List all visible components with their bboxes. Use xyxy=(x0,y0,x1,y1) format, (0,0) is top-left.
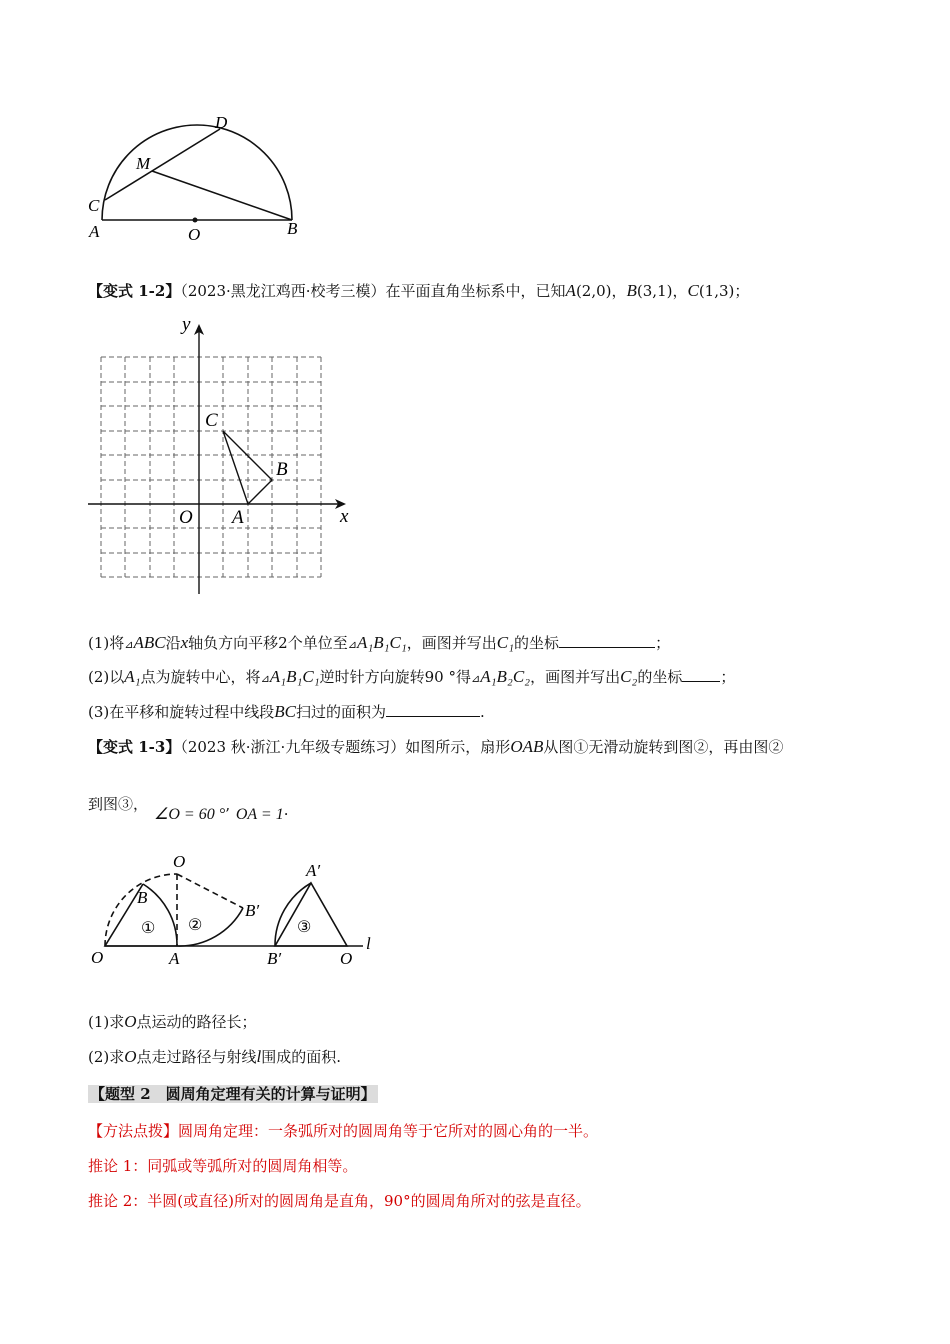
point-b-name: B xyxy=(626,281,637,300)
q1-text: 的坐标 xyxy=(514,634,560,652)
q3-end: . xyxy=(480,703,485,721)
figure-coordinate-grid xyxy=(80,310,370,600)
ray-l: l xyxy=(256,1047,262,1066)
comma: ， xyxy=(611,282,627,300)
question-3 xyxy=(88,702,485,722)
point-b-coord: (3,1) xyxy=(636,282,673,300)
q2-triangle: A₁B₁C₁ xyxy=(269,667,320,686)
q1-text: ，画图并写出 xyxy=(406,634,497,652)
separator: ’ xyxy=(225,805,230,823)
corollary-2 xyxy=(88,1191,591,1211)
label-point-a: A xyxy=(232,507,244,528)
variant-source: （2023·黑龙江鸡西·校考三模）在平面直角坐标系中，已知 xyxy=(180,282,566,300)
label-a: A xyxy=(89,222,100,241)
question-13-1 xyxy=(88,1012,257,1032)
q3-text: 扫过的面积为 xyxy=(295,703,386,721)
q-prefix: (1)求 xyxy=(88,1013,125,1031)
label-c: C xyxy=(88,196,100,215)
q3-bc: BC xyxy=(274,702,296,721)
label-origin: O xyxy=(179,507,193,528)
variant-1-2-header xyxy=(88,281,749,301)
point-o: O xyxy=(124,1047,137,1066)
given-length: OA = 1 xyxy=(235,806,284,823)
label-b: B xyxy=(287,219,298,238)
variant-source: （2023 秋·浙江·九年级专题练习）如图所示，扇形 xyxy=(180,738,511,756)
label-b-prime-2: B′ xyxy=(267,949,282,968)
point-o: O xyxy=(124,1012,137,1031)
q1-text: 个单位至 xyxy=(287,634,348,652)
dot: · xyxy=(283,805,289,823)
sector-name: OAB xyxy=(510,737,544,756)
q-text: 点走过路径与射线 xyxy=(136,1048,257,1066)
center-dot xyxy=(193,218,198,223)
answer-blank[interactable] xyxy=(682,667,720,682)
variant-tag: 【变式 1-3】 xyxy=(88,738,181,756)
q1-end: ； xyxy=(655,634,671,652)
q2-text: 点为旋转中心，将 xyxy=(140,668,261,686)
label-b-prime-1: B′ xyxy=(245,901,260,920)
variant-text: 到图③， xyxy=(88,795,149,813)
method-tag: 【方法点拨】 xyxy=(88,1122,179,1140)
grid-lines xyxy=(101,357,321,577)
q1-triangle: ABC xyxy=(133,633,166,652)
variant-tag: 【变式 1-2】 xyxy=(88,282,181,300)
label-o: O xyxy=(188,225,201,244)
q-prefix: (2)求 xyxy=(88,1048,125,1066)
figure-rolling-sector xyxy=(85,848,385,973)
label-d: D xyxy=(215,113,228,132)
section-title: 【题型 2 圆周角定理有关的计算与证明】 xyxy=(90,1085,376,1103)
variant-1-3-line2 xyxy=(88,794,148,814)
q1-x: x xyxy=(180,633,189,652)
label-l: l xyxy=(366,934,371,953)
q2-text: 的坐标 xyxy=(637,668,683,686)
given-angle: ∠O = 60 ° xyxy=(154,806,226,823)
point-a-coord: (2,0) xyxy=(575,282,612,300)
answer-blank[interactable] xyxy=(386,702,480,717)
variant-1-3-given xyxy=(154,804,289,825)
label-m: M xyxy=(136,154,151,173)
label-point-b: B xyxy=(276,459,288,480)
point-a-name: A xyxy=(565,281,576,300)
question-2: (2)以A₁点为旋转中心，将⊿A₁B₁C₁逆时针方向旋转90 °得⊿A₁B₂C₂，画图并写出C₂的坐标 ； xyxy=(88,667,736,686)
method-tip xyxy=(88,1121,598,1141)
point-c-name: C xyxy=(687,281,699,300)
q1-triangle-image: A₁B₁C₁ xyxy=(356,633,407,652)
path-dashed-ob xyxy=(177,874,243,908)
question-13-2 xyxy=(88,1047,341,1067)
q1-text: 轴负方向平移 xyxy=(188,634,279,652)
q1-c1: C₁ xyxy=(496,633,515,652)
label-a-prime: A′ xyxy=(306,861,321,880)
label-b: B xyxy=(137,888,148,907)
q2-angle: 90 ° xyxy=(424,668,456,686)
label-circle-2: ② xyxy=(188,917,203,934)
q2-a1: A₁ xyxy=(124,667,141,686)
q2-end: ； xyxy=(720,668,736,686)
figure-semicircle xyxy=(80,110,310,250)
comma: ， xyxy=(672,282,688,300)
q3-prefix: (3)在平移和旋转过程中线段 xyxy=(88,703,275,721)
q2-prefix: (2)以 xyxy=(88,668,125,686)
q2-text: 逆时针方向旋转 xyxy=(319,668,425,686)
q2-triangle-image: A₁B₂C₂ xyxy=(480,667,531,686)
sector-3-sides xyxy=(275,883,347,946)
label-o-2: O xyxy=(340,949,353,968)
semicolon: ； xyxy=(734,282,750,300)
point-c-coord: (1,3) xyxy=(698,282,735,300)
corollary-text: 推论 1：同弧或等弧所对的圆周角相等。 xyxy=(88,1157,358,1175)
q2-text: ，画图并写出 xyxy=(530,668,621,686)
variant-1-3-header xyxy=(88,737,783,757)
answer-blank[interactable] xyxy=(559,633,655,648)
q2-text: 得 xyxy=(456,668,472,686)
q-text: 点运动的路径长； xyxy=(136,1013,257,1031)
corollary-1 xyxy=(88,1156,357,1176)
label-circle-3: ③ xyxy=(297,919,312,936)
segment-mb xyxy=(152,171,292,220)
method-text: 圆周角定理：一条弧所对的圆周角等于它所对的圆心角的一半。 xyxy=(178,1122,599,1140)
q1-text: 沿 xyxy=(165,634,181,652)
label-a: A xyxy=(169,949,180,968)
section-type-2-title xyxy=(88,1084,378,1104)
variant-text: 从图①无滑动旋转到图②，再由图② xyxy=(543,738,784,756)
label-x: x xyxy=(340,506,349,527)
q2-c2: C₂ xyxy=(620,667,638,686)
q1-number: 2 xyxy=(278,634,288,652)
label-circle-1: ① xyxy=(141,920,156,937)
question-1: (1)将⊿ABC沿x轴负方向平移2个单位至⊿A₁B₁C₁，画图并写出C₁的坐标 ； xyxy=(88,633,671,652)
label-o-1: O xyxy=(91,948,104,967)
corollary-text: 推论 2：半圆(或直径)所对的圆周角是直角，90°的圆周角所对的弦是直径。 xyxy=(88,1192,591,1210)
sector-2-arc xyxy=(177,908,243,946)
q1-prefix: (1)将 xyxy=(88,634,125,652)
q-text: 围成的面积. xyxy=(261,1048,342,1066)
label-point-c: C xyxy=(205,410,218,431)
semicircle-arc xyxy=(102,125,292,220)
label-o-top: O xyxy=(173,852,186,871)
label-y: y xyxy=(182,314,191,335)
